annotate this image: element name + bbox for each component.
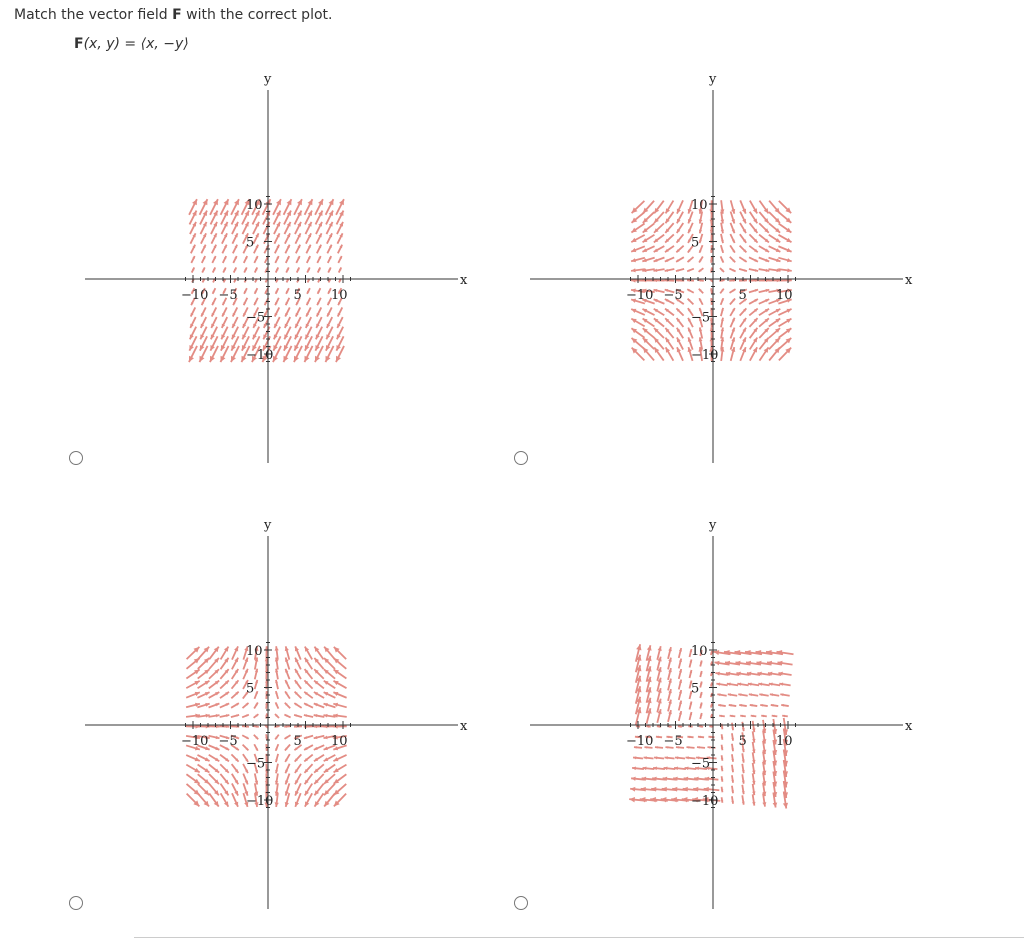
vector-field-plot-a [80,68,520,468]
vector-field-plot-b [525,68,965,468]
field-arrowhead [226,725,229,728]
x-tick-label: 5 [293,734,302,749]
formula-equals: = [119,36,141,52]
x-tick-label: −10 [626,734,654,749]
vector-arrows [186,646,347,807]
field-arrowhead [732,328,735,332]
y-tick-label: −10 [691,348,719,363]
formula-field-name: F [74,36,84,52]
field-arrowhead [731,219,735,223]
x-tick-label: 10 [776,288,793,303]
vector-field-plot-d [525,514,965,914]
x-tick-label: −10 [181,288,209,303]
radio-option-b[interactable] [514,451,528,465]
vector-arrows [629,644,793,808]
vector-arrows [631,200,792,361]
x-tick-label: −5 [218,734,238,749]
plot-a [80,68,520,468]
x-tick-label: −5 [663,734,683,749]
formula-rhs: ⟨x, −y⟩ [140,36,189,52]
x-axis-label: x [905,719,913,734]
y-tick-label: 10 [246,644,263,659]
field-arrowhead [710,318,713,321]
y-axis-label: y [264,72,272,87]
y-tick-label: 5 [246,235,255,251]
radio-option-a[interactable] [69,451,83,465]
plot-d [525,514,965,914]
field-formula [74,36,189,52]
x-tick-label: 10 [331,734,348,749]
y-tick-label: −5 [246,310,266,326]
radio-option-d[interactable] [514,896,528,910]
field-arrowhead [688,337,692,342]
x-tick-label: 10 [776,734,793,749]
y-tick-label: 10 [691,198,708,213]
y-tick-label: −10 [246,794,274,809]
field-arrowhead [654,259,658,262]
vector-field-plot-c [80,514,520,914]
x-tick-label: 5 [738,288,747,303]
question-suffix: with the correct plot. [181,7,333,23]
x-tick-label: −10 [626,288,654,303]
y-axis-label: y [264,518,272,533]
field-arrowhead [215,703,219,706]
y-tick-label: −5 [691,310,711,326]
x-tick-label: −5 [663,288,683,303]
x-axis-label: x [905,273,913,288]
y-tick-label: −5 [691,756,711,772]
field-arrowhead [324,703,328,707]
field-letter: F [172,7,182,23]
plot-b [525,68,965,468]
x-tick-label: −5 [218,288,238,303]
x-tick-label: 10 [331,288,348,303]
y-tick-label: −5 [246,756,266,772]
y-tick-label: 10 [691,644,708,659]
y-tick-label: −10 [691,794,719,809]
x-tick-label: 5 [738,734,747,749]
y-tick-label: 5 [246,681,255,697]
question-prefix: Match the vector field [14,7,173,23]
x-tick-label: −10 [181,734,209,749]
y-tick-label: −10 [246,348,274,363]
x-axis-label: x [460,273,468,288]
x-axis-label: x [460,719,468,734]
y-tick-label: 5 [691,235,700,251]
question-text [14,7,332,23]
formula-args: (x, y) [83,36,120,52]
x-tick-label: 5 [293,288,302,303]
y-tick-label: 5 [691,681,700,697]
plot-c [80,514,520,914]
y-tick-label: 10 [246,198,263,213]
y-axis-label: y [709,72,717,87]
y-axis-label: y [709,518,717,533]
field-arrowhead [285,780,288,784]
radio-option-c[interactable] [69,896,83,910]
bottom-divider [134,937,1024,938]
